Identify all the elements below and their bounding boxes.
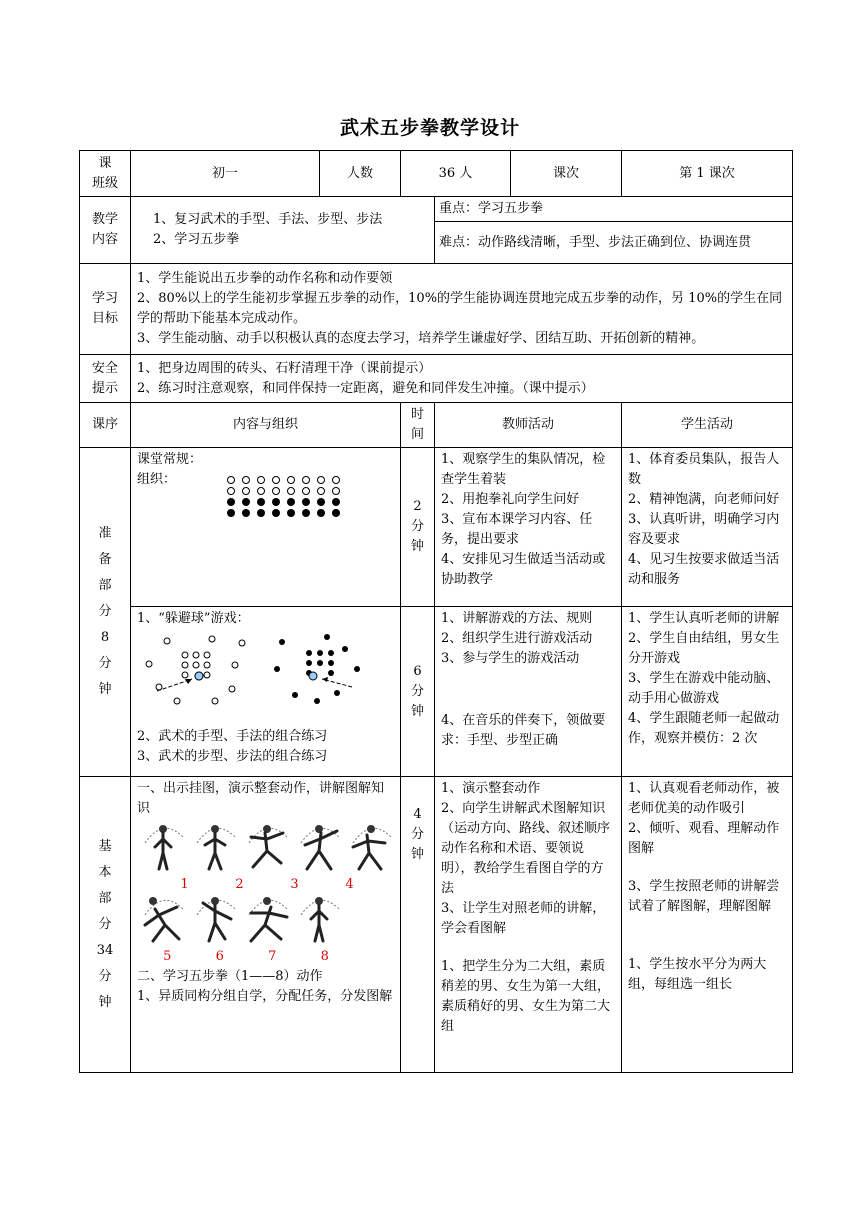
lesson-plan-table [79,150,793,1073]
wushu-posture-figure [293,895,345,947]
game-item-2: 2、武术的手型、手法的组合练习 [137,729,328,744]
routine-student-3: 3、认真听讲，明确学习内容及要求 [628,512,780,547]
student-dot-filled [257,498,265,506]
wushu-posture-figure [189,895,241,947]
prep-routine-content [131,448,401,607]
routine-student [622,448,793,607]
student-dot-filled [332,498,340,506]
goals-items [131,264,793,355]
goals-label: 学习 目标 [80,264,131,355]
figure-numbers-2 [141,947,351,967]
student-dot-hollow [302,487,310,495]
content-label: 教学 内容 [80,197,131,264]
page-title: 武术五步拳教学设计 [339,117,520,139]
student-dot-hollow [287,487,295,495]
figure-numbers-1 [157,875,377,895]
header-teacher: 教师活动 [435,403,622,448]
student-dot-filled [332,509,340,517]
header-row [80,403,793,448]
game-teacher-3: 3、参与学生的游戏活动 [441,651,580,666]
people-value: 36 人 [401,151,511,197]
header-sequence: 课序 [80,403,131,448]
basic-student [622,777,793,1073]
student-dot-hollow [317,476,325,484]
student-dot-hollow [227,476,235,484]
game-student-4: 4、学生跟随老师一起做动作，观察并模仿：2 次 [628,711,780,746]
wushu-posture-figure [293,823,345,875]
routine-student-4: 4、见习生按要求做适当活动和服务 [628,552,780,587]
basic-learn-sub: 1、异质同构分组自学，分配任务，分发图解 [137,989,393,1004]
figure-number: 1 [180,877,189,892]
student-dot-hollow [257,476,265,484]
difficulty: 难点：动作路线清晰，手型、步法正确到位、协调连贯 [435,222,793,264]
figure-number: 7 [268,949,277,964]
routine-student-1: 1、体育委员集队，报告人数 [628,452,780,487]
game-teacher-2: 2、组织学生进行游戏活动 [441,631,593,646]
info-row [80,151,793,197]
routine-time: 2 分 钟 [401,448,435,607]
basic-section-label: 基 本 部 分 34 分 钟 [80,777,131,1073]
header-content: 内容与组织 [131,403,401,448]
basic-row [80,777,793,1073]
routine-teacher-1: 1、观察学生的集队情况，检查学生着装 [441,452,606,487]
basic-teacher-4: 1、把学生分为二大组，素质稍差的男、女生为第一大组，素质稍好的男、女生为第二大组 [441,959,611,1034]
safety-row [80,355,793,403]
header-time: 时 间 [401,403,435,448]
class-label: 课 班级 [80,151,131,197]
student-dot-hollow [242,476,250,484]
wushu-posture-figure [137,823,189,875]
basic-teacher-3: 3、让学生对照老师的讲解，学会看图解 [441,901,606,936]
figure-row-2 [137,895,394,947]
routine-teacher-2: 2、用抱拳礼向学生问好 [441,492,580,507]
student-dot-filled [317,498,325,506]
header-student: 学生活动 [622,403,793,448]
student-dot-filled [272,498,280,506]
student-dot-hollow [242,487,250,495]
game-student-1: 1、学生认真听老师的讲解 [628,611,780,626]
basic-student-2: 2、倾听、观看、理解动作图解 [628,821,780,856]
student-dot-filled [302,498,310,506]
basic-teacher-2: 2、向学生讲解武术图解知识（运动方向、路线、叙述顺序动作名称和术语、要领说明），教给学生看图自学的方法 [441,801,611,896]
student-dot-hollow [302,476,310,484]
routine-title: 课堂常规： [137,452,203,467]
game-student-3: 3、学生在游戏中能动脑、动手用心做游戏 [628,671,780,706]
student-dot-hollow [257,487,265,495]
wushu-posture-figure [241,895,293,947]
game-item-3: 3、武术的步型、步法的组合练习 [137,749,328,764]
figure-number: 4 [345,877,354,892]
figure-row-1 [137,823,394,875]
student-dot-hollow [332,476,340,484]
student-dot-hollow [227,487,235,495]
lesson-value: 第 1 课次 [622,151,793,197]
basic-teacher-1: 1、演示整套动作 [441,781,541,796]
basic-student-4: 1、学生按水平分为两大组，每组选一组长 [628,957,767,992]
student-dot-filled [257,509,265,517]
student-dot-hollow [317,487,325,495]
goals-row [80,264,793,355]
formation-diagram [227,476,343,517]
goal-item-2: 2、80%以上的学生能初步掌握五步拳的动作，10%的学生能协调连贯地完成五步拳的动作，另 10%的学生在同学的帮助下能基本完成动作。 [137,291,783,326]
student-dot-hollow [332,487,340,495]
game-teacher-1: 1、讲解游戏的方法、规则 [441,611,593,626]
key-point: 重点：学习五步拳 [435,197,793,222]
wushu-posture-figure [189,823,241,875]
game-student-2: 2、学生自由结组，男女生分开游戏 [628,631,780,666]
prep-game-content [131,607,401,777]
safety-items [131,355,793,403]
game-time: 6 分 钟 [401,607,435,777]
basic-time: 4 分 钟 [401,777,435,1073]
student-dot-hollow [287,476,295,484]
basic-content [131,777,401,1073]
wushu-posture-figure [345,823,397,875]
student-dot-filled [317,509,325,517]
goal-item-1: 1、学生能说出五步拳的动作名称和动作要领 [137,271,393,286]
lesson-label: 课次 [511,151,622,197]
content-row [80,197,793,222]
student-dot-hollow [272,487,280,495]
game-teacher-4: 4、在音乐的伴奏下，领做要求：手型、步型正确 [441,713,606,748]
wushu-posture-figure [137,895,189,947]
basic-teacher [435,777,622,1073]
basic-learn: 二、学习五步拳（1——8）动作 [137,969,323,984]
basic-student-3: 3、学生按照老师的讲解尝试着了解图解，理解图解 [628,879,780,914]
game-title: 1、“躲避球”游戏： [137,611,250,626]
figure-number: 5 [163,949,172,964]
content-items [131,197,435,264]
student-dot-filled [302,509,310,517]
routine-teacher-4: 4、安排见习生做适当活动或协助教学 [441,552,606,587]
routine-student-2: 2、精神饱满，向老师问好 [628,492,780,507]
student-dot-filled [242,509,250,517]
figure-number: 2 [235,877,244,892]
safety-item-1: 1、把身边周围的砖头、石籽清理干净（课前提示） [137,360,432,376]
figure-number: 8 [320,949,329,964]
student-dot-filled [287,509,295,517]
safety-label: 安全 提示 [80,355,131,403]
safety-item-2: 2、练习时注意观察，和同伴保持一定距离，避免和同伴发生冲撞。（课中提示） [137,380,594,396]
basic-student-1: 1、认真观看老师动作，被老师优美的动作吸引 [628,781,780,816]
game-teacher [435,607,622,777]
prep-routine-row [80,448,793,607]
people-label: 人数 [320,151,401,197]
student-dot-filled [272,509,280,517]
routine-org-label: 组织： [137,472,177,487]
prep-game-row [80,607,793,777]
goal-item-3: 3、学生能动脑、动手以积极认真的态度去学习，培养学生谦虚好学、团结互助、开拓创新的精神。 [137,331,705,346]
dodgeball-diagram [137,629,367,709]
class-value: 初一 [131,151,320,197]
student-dot-filled [287,498,295,506]
routine-teacher [435,448,622,607]
routine-teacher-3: 3、宣布本课学习内容、任务，提出要求 [441,512,593,547]
game-student [622,607,793,777]
student-dot-filled [227,509,235,517]
basic-intro: 一、出示挂图，演示整套动作，讲解图解知识 [137,781,385,816]
figure-number: 6 [215,949,224,964]
student-dot-filled [227,498,235,506]
student-dot-filled [242,498,250,506]
content-item-2: 2、学习五步拳 [153,232,240,247]
prep-section-label: 准 备 部 分 8 分 钟 [80,448,131,777]
student-dot-hollow [272,476,280,484]
wushu-posture-figure [241,823,293,875]
figure-number: 3 [290,877,299,892]
content-item-1: 1、复习武术的手型、手法、步型、步法 [153,212,383,227]
